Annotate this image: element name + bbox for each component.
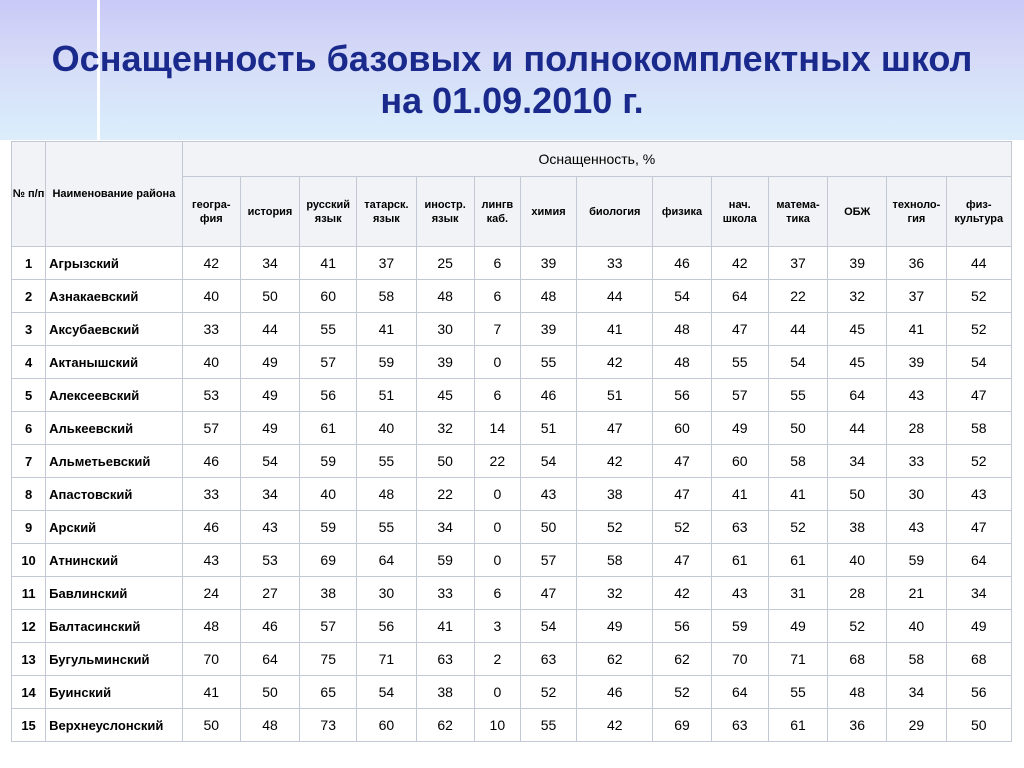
value-cell: 64 <box>946 544 1011 577</box>
value-cell: 55 <box>300 313 357 346</box>
value-cell: 59 <box>887 544 946 577</box>
value-cell: 0 <box>474 346 520 379</box>
value-cell: 38 <box>577 478 653 511</box>
value-cell: 63 <box>520 643 576 676</box>
row-number: 1 <box>12 247 46 280</box>
value-cell: 54 <box>357 676 416 709</box>
table-row <box>12 412 1012 445</box>
value-cell: 52 <box>653 676 711 709</box>
district-name: Альметьевский <box>46 445 183 478</box>
value-cell: 52 <box>946 280 1011 313</box>
value-cell: 28 <box>887 412 946 445</box>
value-cell: 32 <box>828 280 887 313</box>
value-cell: 40 <box>182 346 240 379</box>
district-name: Верхнеуслонский <box>46 709 183 742</box>
value-cell: 43 <box>887 511 946 544</box>
value-cell: 47 <box>946 511 1011 544</box>
value-cell: 65 <box>300 676 357 709</box>
value-cell: 43 <box>887 379 946 412</box>
value-cell: 7 <box>474 313 520 346</box>
value-cell: 0 <box>474 676 520 709</box>
value-cell: 39 <box>520 247 576 280</box>
value-cell: 62 <box>577 643 653 676</box>
value-cell: 60 <box>653 412 711 445</box>
value-cell: 44 <box>946 247 1011 280</box>
value-cell: 60 <box>300 280 357 313</box>
row-number: 5 <box>12 379 46 412</box>
value-cell: 37 <box>768 247 827 280</box>
value-cell: 48 <box>520 280 576 313</box>
title-line-1: Оснащенность базовых и полнокомплектных школ <box>51 38 973 79</box>
value-cell: 46 <box>182 445 240 478</box>
value-cell: 36 <box>828 709 887 742</box>
value-cell: 56 <box>946 676 1011 709</box>
value-cell: 63 <box>416 643 474 676</box>
value-cell: 48 <box>416 280 474 313</box>
value-cell: 64 <box>357 544 416 577</box>
value-cell: 29 <box>887 709 946 742</box>
value-cell: 42 <box>577 445 653 478</box>
value-cell: 59 <box>416 544 474 577</box>
table-row <box>12 247 1012 280</box>
value-cell: 48 <box>828 676 887 709</box>
value-cell: 58 <box>577 544 653 577</box>
value-cell: 39 <box>887 346 946 379</box>
value-cell: 57 <box>520 544 576 577</box>
value-cell: 39 <box>416 346 474 379</box>
value-cell: 61 <box>768 544 827 577</box>
value-cell: 30 <box>887 478 946 511</box>
value-cell: 41 <box>711 478 768 511</box>
value-cell: 48 <box>653 346 711 379</box>
table-row <box>12 379 1012 412</box>
value-cell: 61 <box>768 709 827 742</box>
header-subject: история <box>240 177 299 247</box>
district-name: Бавлинский <box>46 577 183 610</box>
value-cell: 0 <box>474 478 520 511</box>
header-subject: иностр. язык <box>416 177 474 247</box>
value-cell: 61 <box>711 544 768 577</box>
value-cell: 71 <box>768 643 827 676</box>
equipment-table <box>11 141 1012 742</box>
value-cell: 43 <box>182 544 240 577</box>
value-cell: 50 <box>182 709 240 742</box>
value-cell: 56 <box>653 610 711 643</box>
value-cell: 6 <box>474 280 520 313</box>
value-cell: 43 <box>946 478 1011 511</box>
value-cell: 58 <box>768 445 827 478</box>
value-cell: 59 <box>711 610 768 643</box>
value-cell: 14 <box>474 412 520 445</box>
header-subject: техноло-гия <box>887 177 946 247</box>
value-cell: 60 <box>711 445 768 478</box>
value-cell: 59 <box>300 511 357 544</box>
value-cell: 0 <box>474 544 520 577</box>
header-subject: матема-тика <box>768 177 827 247</box>
row-number: 13 <box>12 643 46 676</box>
district-name: Алексеевский <box>46 379 183 412</box>
value-cell: 55 <box>357 445 416 478</box>
table-row <box>12 313 1012 346</box>
row-number: 12 <box>12 610 46 643</box>
header-equipment: Оснащенность, % <box>182 142 1011 177</box>
row-number: 8 <box>12 478 46 511</box>
value-cell: 58 <box>946 412 1011 445</box>
title-line-2: на 01.09.2010 г. <box>380 80 644 121</box>
value-cell: 28 <box>828 577 887 610</box>
district-name: Апастовский <box>46 478 183 511</box>
value-cell: 6 <box>474 379 520 412</box>
table-row <box>12 445 1012 478</box>
value-cell: 71 <box>357 643 416 676</box>
header-subject: геогра-фия <box>182 177 240 247</box>
row-number: 11 <box>12 577 46 610</box>
value-cell: 47 <box>653 445 711 478</box>
value-cell: 52 <box>520 676 576 709</box>
value-cell: 33 <box>887 445 946 478</box>
value-cell: 54 <box>946 346 1011 379</box>
value-cell: 61 <box>300 412 357 445</box>
value-cell: 51 <box>357 379 416 412</box>
value-cell: 34 <box>240 478 299 511</box>
table-row <box>12 676 1012 709</box>
row-number: 3 <box>12 313 46 346</box>
row-number: 9 <box>12 511 46 544</box>
table-row <box>12 643 1012 676</box>
table-row <box>12 280 1012 313</box>
value-cell: 51 <box>577 379 653 412</box>
value-cell: 68 <box>828 643 887 676</box>
value-cell: 45 <box>828 346 887 379</box>
value-cell: 46 <box>240 610 299 643</box>
value-cell: 42 <box>182 247 240 280</box>
header-subject: химия <box>520 177 576 247</box>
value-cell: 38 <box>416 676 474 709</box>
value-cell: 52 <box>946 445 1011 478</box>
value-cell: 50 <box>946 709 1011 742</box>
table-body <box>12 247 1012 742</box>
value-cell: 41 <box>887 313 946 346</box>
value-cell: 54 <box>768 346 827 379</box>
value-cell: 39 <box>828 247 887 280</box>
value-cell: 54 <box>653 280 711 313</box>
value-cell: 50 <box>768 412 827 445</box>
value-cell: 64 <box>711 676 768 709</box>
value-cell: 47 <box>653 544 711 577</box>
table-row <box>12 511 1012 544</box>
value-cell: 31 <box>768 577 827 610</box>
value-cell: 51 <box>520 412 576 445</box>
value-cell: 47 <box>946 379 1011 412</box>
value-cell: 52 <box>577 511 653 544</box>
value-cell: 34 <box>887 676 946 709</box>
value-cell: 36 <box>887 247 946 280</box>
row-number: 6 <box>12 412 46 445</box>
value-cell: 56 <box>300 379 357 412</box>
value-cell: 25 <box>416 247 474 280</box>
row-number: 14 <box>12 676 46 709</box>
value-cell: 45 <box>828 313 887 346</box>
value-cell: 42 <box>653 577 711 610</box>
value-cell: 38 <box>300 577 357 610</box>
value-cell: 38 <box>828 511 887 544</box>
value-cell: 55 <box>357 511 416 544</box>
value-cell: 69 <box>653 709 711 742</box>
value-cell: 55 <box>520 346 576 379</box>
value-cell: 64 <box>240 643 299 676</box>
value-cell: 69 <box>300 544 357 577</box>
value-cell: 40 <box>182 280 240 313</box>
value-cell: 2 <box>474 643 520 676</box>
row-number: 7 <box>12 445 46 478</box>
value-cell: 53 <box>182 379 240 412</box>
value-cell: 33 <box>182 478 240 511</box>
value-cell: 37 <box>887 280 946 313</box>
value-cell: 47 <box>577 412 653 445</box>
value-cell: 53 <box>240 544 299 577</box>
header-num: № п/п <box>12 142 46 247</box>
value-cell: 46 <box>653 247 711 280</box>
table-row <box>12 610 1012 643</box>
value-cell: 41 <box>416 610 474 643</box>
value-cell: 40 <box>828 544 887 577</box>
value-cell: 41 <box>300 247 357 280</box>
value-cell: 41 <box>357 313 416 346</box>
value-cell: 50 <box>828 478 887 511</box>
value-cell: 40 <box>357 412 416 445</box>
value-cell: 30 <box>357 577 416 610</box>
header-subject: физ-культура <box>946 177 1011 247</box>
value-cell: 47 <box>520 577 576 610</box>
value-cell: 48 <box>653 313 711 346</box>
value-cell: 22 <box>416 478 474 511</box>
value-cell: 32 <box>416 412 474 445</box>
value-cell: 48 <box>182 610 240 643</box>
value-cell: 48 <box>357 478 416 511</box>
value-cell: 55 <box>768 676 827 709</box>
value-cell: 43 <box>520 478 576 511</box>
value-cell: 50 <box>416 445 474 478</box>
value-cell: 44 <box>240 313 299 346</box>
value-cell: 21 <box>887 577 946 610</box>
value-cell: 49 <box>240 379 299 412</box>
value-cell: 42 <box>711 247 768 280</box>
value-cell: 62 <box>416 709 474 742</box>
row-number: 15 <box>12 709 46 742</box>
value-cell: 62 <box>653 643 711 676</box>
district-name: Буинский <box>46 676 183 709</box>
district-name: Агрызский <box>46 247 183 280</box>
value-cell: 54 <box>520 445 576 478</box>
value-cell: 57 <box>300 610 357 643</box>
value-cell: 37 <box>357 247 416 280</box>
value-cell: 52 <box>828 610 887 643</box>
value-cell: 27 <box>240 577 299 610</box>
value-cell: 44 <box>577 280 653 313</box>
value-cell: 44 <box>768 313 827 346</box>
table-row <box>12 346 1012 379</box>
value-cell: 50 <box>240 280 299 313</box>
header-subject: татарск. язык <box>357 177 416 247</box>
value-cell: 57 <box>711 379 768 412</box>
value-cell: 59 <box>300 445 357 478</box>
value-cell: 49 <box>240 412 299 445</box>
value-cell: 34 <box>828 445 887 478</box>
value-cell: 58 <box>357 280 416 313</box>
value-cell: 42 <box>577 346 653 379</box>
district-name: Аксубаевский <box>46 313 183 346</box>
value-cell: 41 <box>182 676 240 709</box>
value-cell: 48 <box>240 709 299 742</box>
value-cell: 40 <box>887 610 946 643</box>
row-number: 2 <box>12 280 46 313</box>
value-cell: 33 <box>416 577 474 610</box>
value-cell: 55 <box>711 346 768 379</box>
value-cell: 32 <box>577 577 653 610</box>
value-cell: 44 <box>828 412 887 445</box>
district-name: Атнинский <box>46 544 183 577</box>
value-cell: 34 <box>416 511 474 544</box>
value-cell: 54 <box>240 445 299 478</box>
value-cell: 49 <box>577 610 653 643</box>
header-district: Наименование района <box>46 142 183 247</box>
value-cell: 70 <box>182 643 240 676</box>
value-cell: 56 <box>653 379 711 412</box>
value-cell: 49 <box>711 412 768 445</box>
value-cell: 46 <box>182 511 240 544</box>
value-cell: 22 <box>474 445 520 478</box>
value-cell: 59 <box>357 346 416 379</box>
header-subject: русский язык <box>300 177 357 247</box>
header-subject: физика <box>653 177 711 247</box>
value-cell: 43 <box>240 511 299 544</box>
value-cell: 22 <box>768 280 827 313</box>
value-cell: 30 <box>416 313 474 346</box>
value-cell: 64 <box>828 379 887 412</box>
value-cell: 75 <box>300 643 357 676</box>
value-cell: 6 <box>474 247 520 280</box>
district-name: Актанышский <box>46 346 183 379</box>
value-cell: 56 <box>357 610 416 643</box>
value-cell: 73 <box>300 709 357 742</box>
value-cell: 57 <box>300 346 357 379</box>
header-subject: лингв каб. <box>474 177 520 247</box>
district-name: Бугульминский <box>46 643 183 676</box>
value-cell: 52 <box>653 511 711 544</box>
value-cell: 34 <box>240 247 299 280</box>
value-cell: 55 <box>768 379 827 412</box>
value-cell: 47 <box>653 478 711 511</box>
value-cell: 6 <box>474 577 520 610</box>
value-cell: 70 <box>711 643 768 676</box>
value-cell: 47 <box>711 313 768 346</box>
header-subject: нач. школа <box>711 177 768 247</box>
value-cell: 50 <box>240 676 299 709</box>
value-cell: 33 <box>577 247 653 280</box>
district-name: Арский <box>46 511 183 544</box>
value-cell: 63 <box>711 511 768 544</box>
value-cell: 41 <box>577 313 653 346</box>
value-cell: 64 <box>711 280 768 313</box>
value-cell: 49 <box>946 610 1011 643</box>
value-cell: 43 <box>711 577 768 610</box>
value-cell: 52 <box>768 511 827 544</box>
value-cell: 58 <box>887 643 946 676</box>
table-row <box>12 577 1012 610</box>
value-cell: 49 <box>240 346 299 379</box>
value-cell: 52 <box>946 313 1011 346</box>
district-name: Алькеевский <box>46 412 183 445</box>
district-name: Азнакаевский <box>46 280 183 313</box>
value-cell: 24 <box>182 577 240 610</box>
district-name: Балтасинский <box>46 610 183 643</box>
value-cell: 50 <box>520 511 576 544</box>
value-cell: 0 <box>474 511 520 544</box>
table-row <box>12 544 1012 577</box>
value-cell: 54 <box>520 610 576 643</box>
value-cell: 57 <box>182 412 240 445</box>
value-cell: 55 <box>520 709 576 742</box>
value-cell: 45 <box>416 379 474 412</box>
header-subject: биология <box>577 177 653 247</box>
value-cell: 41 <box>768 478 827 511</box>
value-cell: 34 <box>946 577 1011 610</box>
value-cell: 3 <box>474 610 520 643</box>
row-number: 4 <box>12 346 46 379</box>
row-number: 10 <box>12 544 46 577</box>
value-cell: 39 <box>520 313 576 346</box>
header-subject: ОБЖ <box>828 177 887 247</box>
table-row <box>12 709 1012 742</box>
value-cell: 63 <box>711 709 768 742</box>
value-cell: 46 <box>577 676 653 709</box>
value-cell: 33 <box>182 313 240 346</box>
value-cell: 60 <box>357 709 416 742</box>
value-cell: 10 <box>474 709 520 742</box>
value-cell: 42 <box>577 709 653 742</box>
value-cell: 49 <box>768 610 827 643</box>
table-row <box>12 478 1012 511</box>
value-cell: 40 <box>300 478 357 511</box>
value-cell: 68 <box>946 643 1011 676</box>
slide-title <box>0 38 1024 122</box>
value-cell: 46 <box>520 379 576 412</box>
